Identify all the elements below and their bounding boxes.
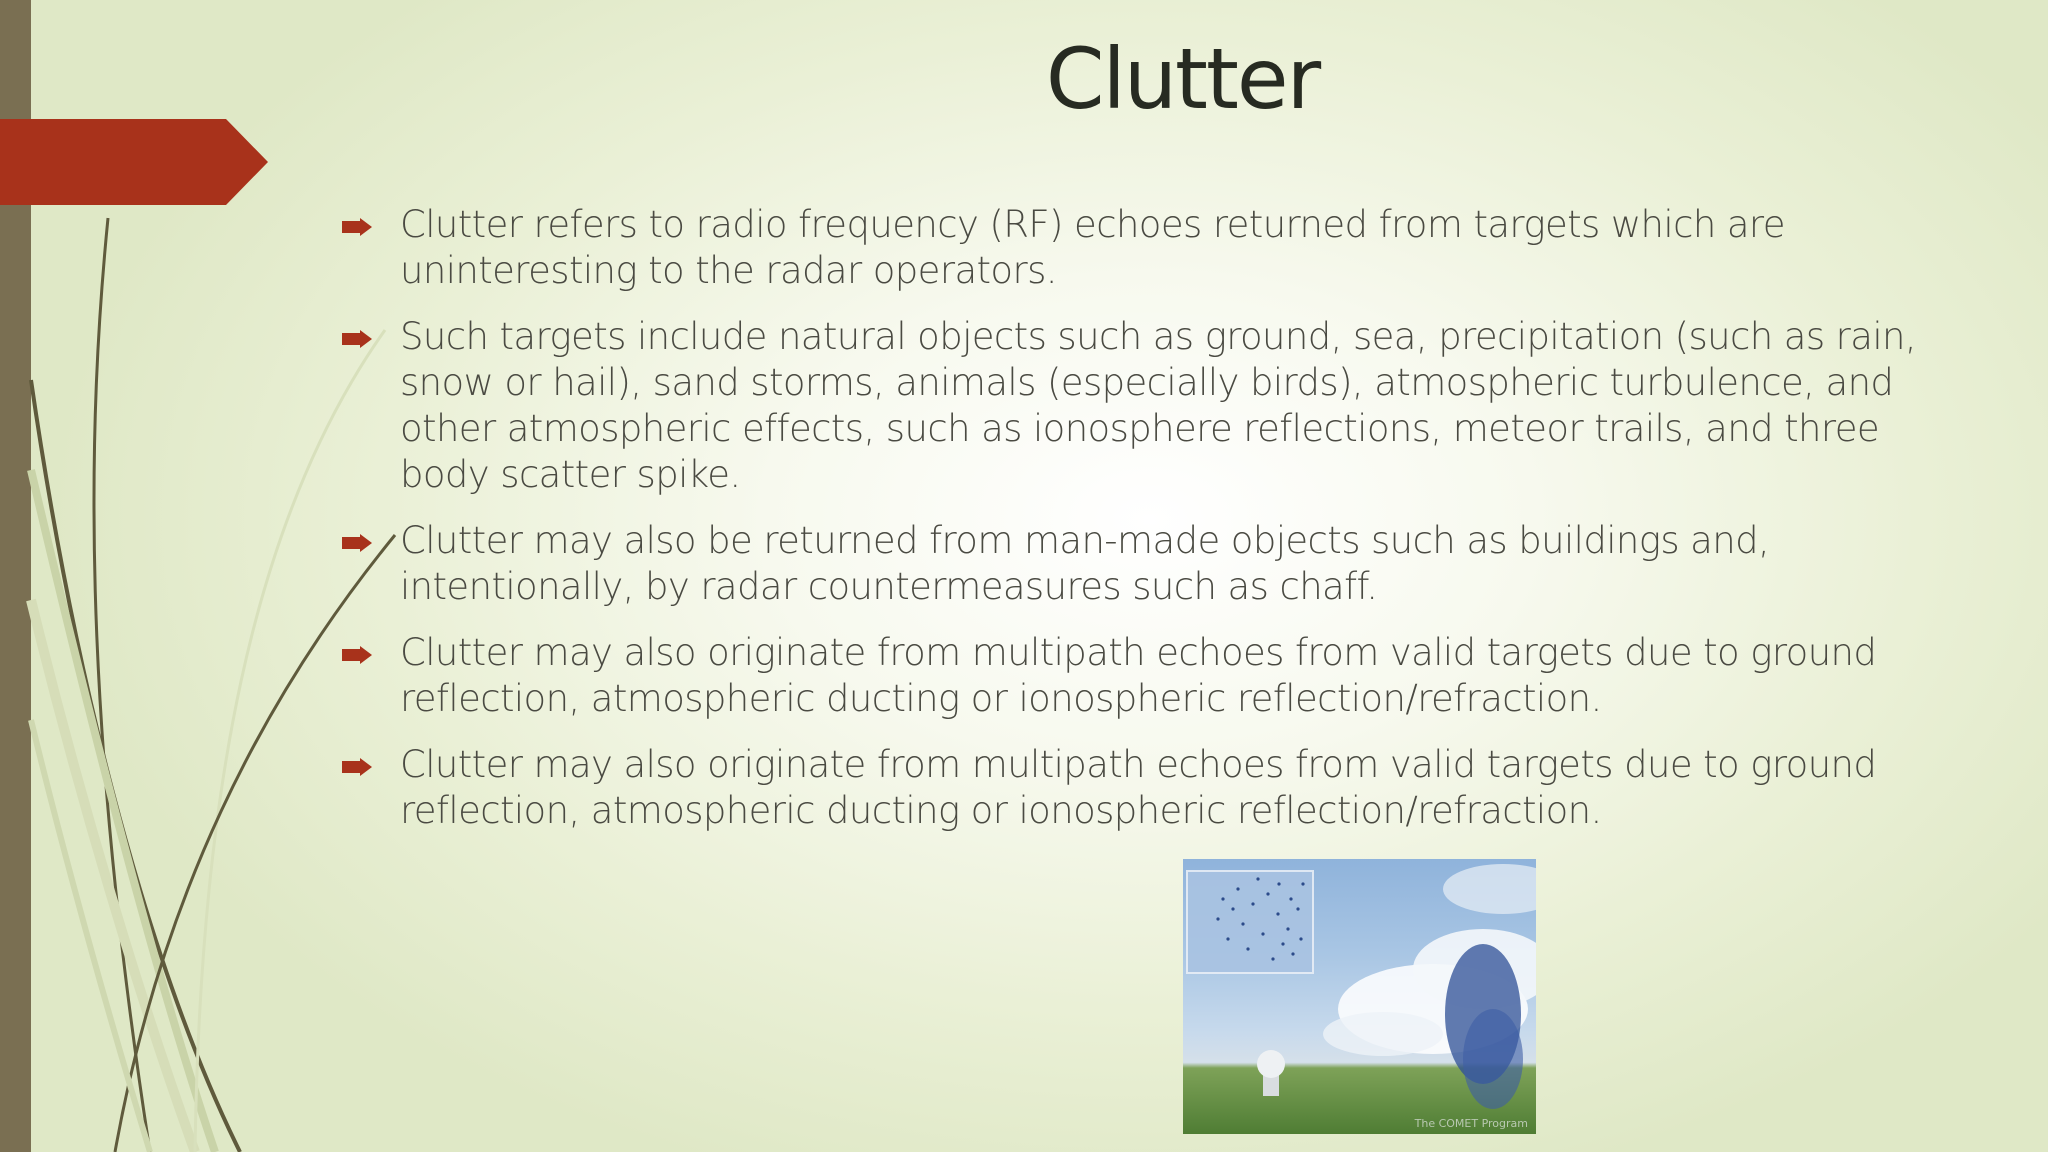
slide-title: Clutter xyxy=(1045,30,1320,128)
bullet-text: Clutter may also originate from multipath echoes from valid targets due to ground reflection, atmospheric ducting or ionospheric reflection/refraction. xyxy=(400,631,1877,720)
radar-scene-illustration xyxy=(1183,859,1536,1134)
arrow-bullet-icon xyxy=(342,758,372,776)
bullet-text: Clutter may also be returned from man-made objects such as buildings and, intentionally, by radar countermeasures such as chaff. xyxy=(400,519,1770,608)
bullet-item xyxy=(338,630,1978,722)
bullet-item xyxy=(338,202,1978,294)
bullet-list xyxy=(338,202,1978,854)
bullet-text: Clutter refers to radio frequency (RF) echoes returned from targets which are uninteresting to the radar operators. xyxy=(400,203,1785,292)
title-flag-shape xyxy=(0,119,268,205)
bullet-item xyxy=(338,742,1978,834)
radar-clutter-image xyxy=(1183,859,1536,1134)
image-caption: The COMET Program xyxy=(1414,1117,1528,1130)
bullet-text: Clutter may also originate from multipath echoes from valid targets due to ground reflection, atmospheric ducting or ionospheric reflection/refraction. xyxy=(400,743,1877,832)
arrow-bullet-icon xyxy=(342,218,372,236)
bullet-text: Such targets include natural objects such as ground, sea, precipitation (such as rain, snow or hail), sand storms, animals (especially birds), atmospheric turbulence, and other atmospheric effects, such as ionosphere reflections, meteor trails, and three body scatter spike. xyxy=(400,315,1917,496)
arrow-bullet-icon xyxy=(342,646,372,664)
arrow-bullet-icon xyxy=(342,330,372,348)
bullet-item xyxy=(338,314,1978,498)
arrow-bullet-icon xyxy=(342,534,372,552)
bullet-item xyxy=(338,518,1978,610)
